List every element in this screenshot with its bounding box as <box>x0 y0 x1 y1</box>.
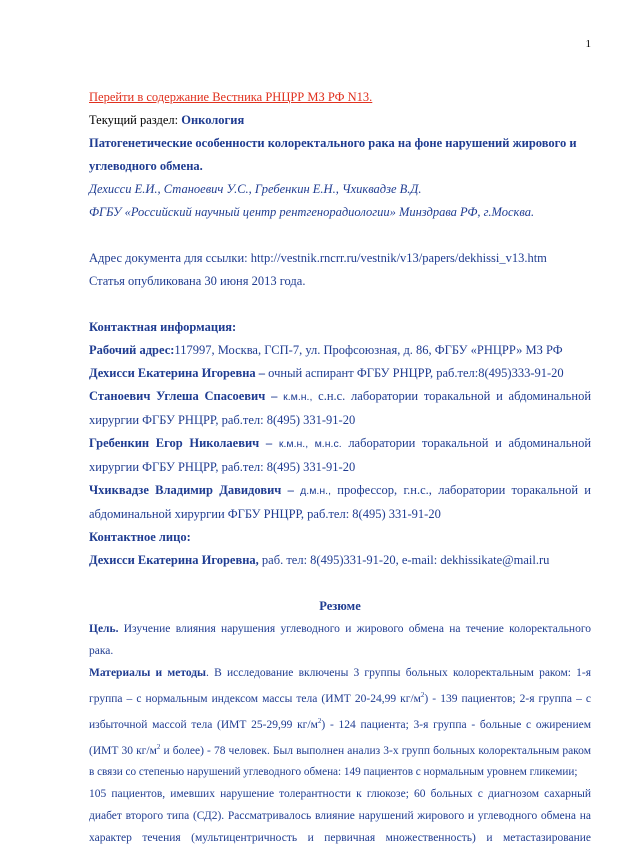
work-address <box>89 339 591 362</box>
methods-line: 105 пациентов, имевших нарушение толерантности к глюкозе; 60 больных с диагнозом сахарный <box>89 788 591 801</box>
person-dash: – <box>255 366 269 380</box>
section-value: Онкология <box>181 113 245 127</box>
person-details-continued: хирургии ФГБУ РНЦРР, раб.тел: 8(495) 331-91-20 <box>89 460 356 474</box>
work-address-label: Рабочий адрес: <box>89 343 175 357</box>
document-body <box>89 86 591 849</box>
person-details-continued: хирургии ФГБУ РНЦРР, раб.тел: 8(495) 331-91-20 <box>89 413 356 427</box>
section-label: Текущий раздел: <box>89 113 179 127</box>
published-date: Статья опубликована 30 июня 2013 года. <box>89 274 306 288</box>
article-title-line-1: Патогенетические особенности колоректального рака на фоне нарушений жирового и <box>89 136 577 150</box>
contact-person-line <box>89 549 591 572</box>
methods-line <box>89 684 591 710</box>
methods-line <box>89 662 591 684</box>
methods-text: . В исследование включены 3 группы больных колоректальным раком: 1-я <box>206 667 591 679</box>
nav-line <box>89 86 591 109</box>
methods-line: характер течения (мультицентричность и первичная множественность) и метастазирование <box>89 832 591 845</box>
work-address-value: 117997, Москва, ГСП-7, ул. Профсоюзная, д. 86, ФГБУ «РНЦРР» МЗ РФ <box>174 343 563 357</box>
methods-label: Материалы и методы <box>89 667 207 679</box>
methods-line <box>89 710 591 736</box>
person-details: очный аспирант ФГБУ РНЦРР, раб.тел:8(495)333-91-20 <box>268 366 564 380</box>
contact-person-heading: Контактное лицо: <box>89 530 191 544</box>
person-degree: к.м.н., м.н.с. <box>278 438 342 450</box>
methods-line <box>89 736 591 762</box>
contact-person-row <box>89 432 591 456</box>
aim-line <box>89 618 591 640</box>
person-details-continued: абдоминальной хирургии ФГБУ РНЦРР, раб.тел: 8(495) 331-91-20 <box>89 507 441 521</box>
document-address: Адрес документа для ссылки: http://vestnik.rncrr.ru/vestnik/v13/papers/dekhissi_v13.htm <box>89 251 547 265</box>
contact-person-row <box>89 479 591 503</box>
person-details: профессор, г.н.с., лаборатории торакальной и <box>337 483 591 497</box>
person-name: Станоевич Углеша Спасоевич <box>89 389 266 403</box>
person-name: Дехисси Екатерина Игоревна <box>89 366 256 380</box>
superscript: 2 <box>317 716 322 725</box>
person-degree: к.м.н., <box>283 391 313 403</box>
methods-text: избыточной массой тела (ИМТ 25-29,99 кг/м <box>89 718 318 731</box>
contents-link[interactable]: Перейти в содержание Вестника РНЦРР МЗ РФ N13. <box>89 90 373 104</box>
methods-text: ) - 139 пациентов; 2-я группа – с <box>424 692 591 705</box>
superscript: 2 <box>420 691 425 699</box>
contact-person-details: раб. тел: 8(495)331-91-20, e-mail: dekhissikate@mail.ru <box>258 553 550 567</box>
person-details: с.н.с. лаборатории торакальной и абдоминальной <box>318 389 592 403</box>
page-number: 1 <box>585 38 591 50</box>
person-details: лаборатории торакальной и абдоминальной <box>348 436 592 450</box>
person-name: Гребенкин Егор Николаевич <box>89 436 260 450</box>
methods-text: группа – с нормальным индексом массы тела (ИМТ 20-24,99 кг/м <box>89 692 421 705</box>
aim-text: Изучение влияния нарушения углеводного и жирового обмена на течение колоректального <box>118 623 591 635</box>
person-dash: – <box>281 483 301 497</box>
aim-line-2: рака. <box>89 645 114 657</box>
contact-person-row <box>89 385 591 409</box>
person-dash: – <box>265 389 284 403</box>
aim-label: Цель. <box>89 623 119 635</box>
methods-line: диабет второго типа (СД2). Рассматривалось влияние нарушений жирового и углеводного обмена на <box>89 810 591 823</box>
superscript: 2 <box>156 742 161 751</box>
person-name: Чхиквадзе Владимир Давидович <box>89 483 282 497</box>
methods-text: (ИМТ 30 кг/м <box>89 744 157 757</box>
contacts-heading: Контактная информация: <box>89 320 237 334</box>
methods-line: в связи со степенью нарушений углеводного обмена: 149 пациентов с нормальным уровнем гликемии; <box>89 766 578 779</box>
article-title-line-2: углеводного обмена. <box>89 159 203 173</box>
authors: Дехисси Е.И., Станоевич У.С., Гребенкин Е.Н., Чхиквадзе В.Д. <box>89 182 422 196</box>
contact-person-name: Дехисси Екатерина Игоревна, <box>89 553 259 567</box>
abstract-heading: Резюме <box>319 599 361 613</box>
section-line <box>89 109 591 132</box>
methods-text: ) - 124 пациента; 3-я группа - больные с ожирением <box>321 718 591 731</box>
person-dash: – <box>259 436 279 450</box>
methods-text: и более) - 78 человек. Был выполнен анализ 3-х групп больных колоректальным раком <box>160 744 591 757</box>
contact-person-row <box>89 362 591 385</box>
institution: ФГБУ «Российский научный центр рентгенорадиологии» Минздрава РФ, г.Москва. <box>89 205 535 219</box>
person-degree: д.м.н., <box>300 485 331 497</box>
